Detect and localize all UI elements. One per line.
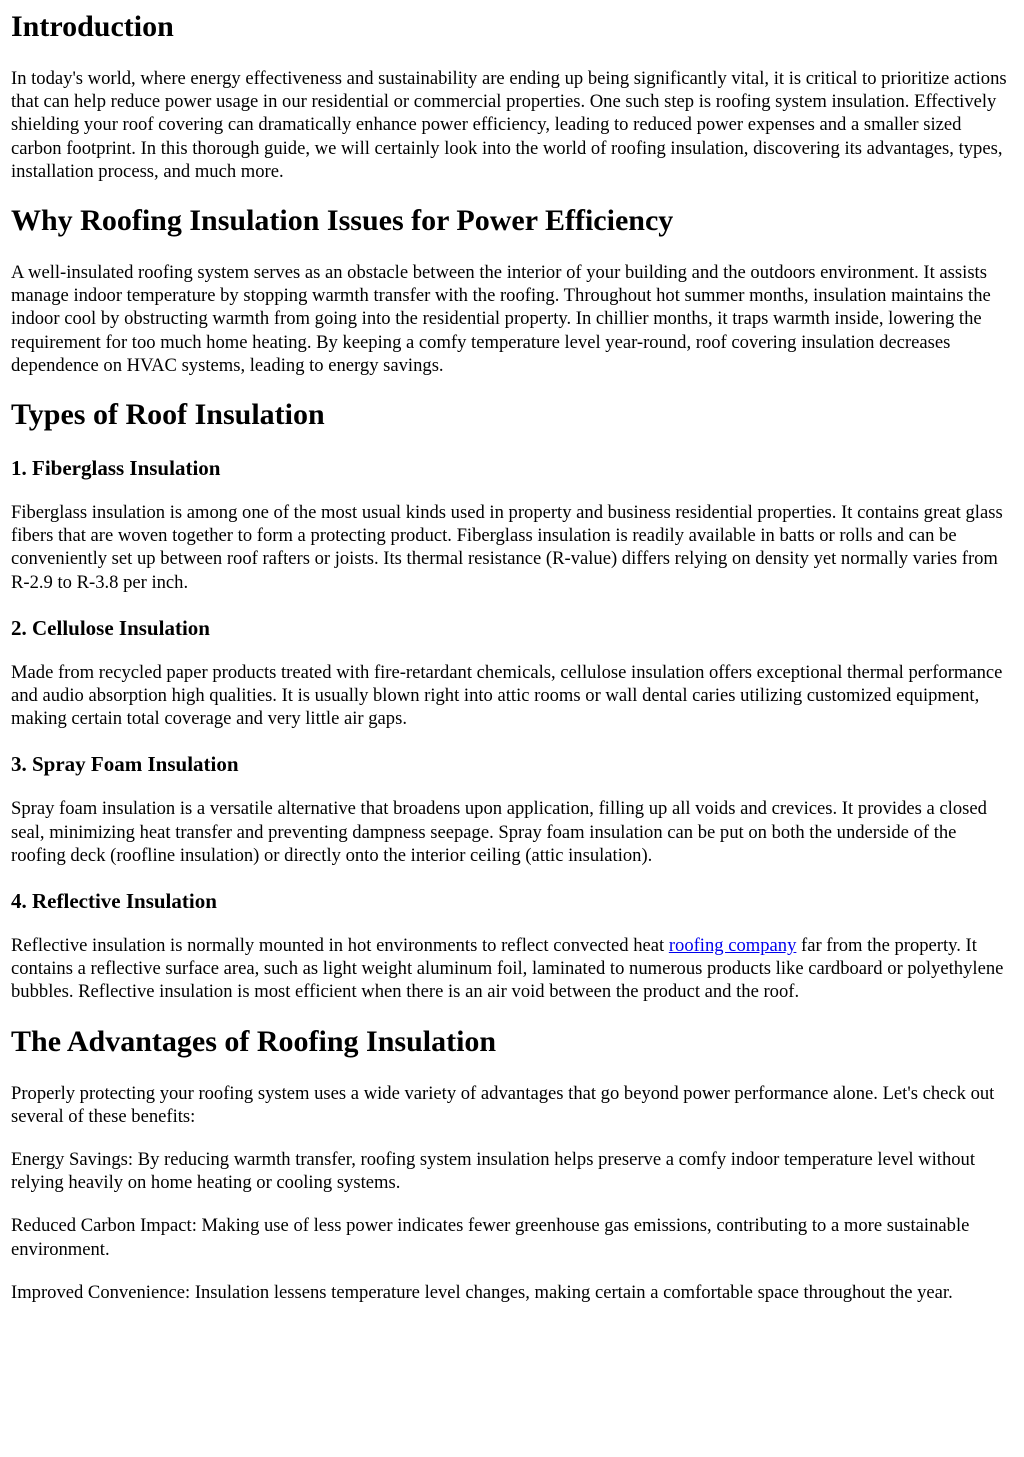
cellulose-heading: 2. Cellulose Insulation: [11, 615, 210, 640]
why-heading: Why Roofing Insulation Issues for Power Efficiency: [11, 204, 674, 238]
advantages-heading: The Advantages of Roofing Insulation: [11, 1024, 497, 1058]
fiberglass-paragraph: Fiberglass insulation is among one of the most usual kinds used in property and business residential properties. It contains great glass fibers that are woven together to form a protecting product. Fiberglass insulation is readily available in batts or rolls and can be conveniently set up between roof rafters or joists. Its thermal resistance (R-value) differs relying on density yet normally varies from R-2.9 to R-3.8 per inch.: [11, 502, 1003, 593]
benefit-energy-savings: Energy Savings: By reducing warmth transfer, roofing system insulation helps preserve a comfy indoor temperature level without relying heavily on home heating or cooling systems.: [11, 1149, 975, 1194]
reflective-text-after-link: far from the property. It contains a reflective surface area, such as light weight aluminum foil, laminated to numerous products like cardboard or polyethylene bubbles. Reflective insulation is most efficient when there is an air void between the product and the roof.: [11, 935, 1004, 1003]
introduction-heading: Introduction: [11, 10, 174, 43]
introduction-paragraph: In today's world, where energy effectiveness and sustainability are ending up being significantly vital, it is critical to prioritize actions that can help reduce power usage in our residential or commercial properties. One such step is roofing system insulation. Effectively shielding your roof covering can dramatically enhance power efficiency, leading to reduced power expenses and a smaller sized carbon footprint. In this thorough guide, we will certainly look into the world of roofing insulation, discovering its advantages, types, installation process, and much more.: [11, 68, 1007, 182]
reflective-heading: 4. Reflective Insulation: [11, 889, 217, 914]
types-heading: Types of Roof Insulation: [11, 398, 325, 432]
cellulose-paragraph: Made from recycled paper products treated with fire-retardant chemicals, cellulose insulation offers exceptional thermal performance and audio absorption high qualities. It is usually blown right into attic rooms or wall dental caries utilizing customized equipment, making certain total coverage and very little air gaps.: [11, 661, 1003, 730]
benefit-reduced-carbon: Reduced Carbon Impact: Making use of less power indicates fewer greenhouse gas emissions, contributing to a more sustainable environment.: [11, 1215, 970, 1260]
fiberglass-heading: 1. Fiberglass Insulation: [11, 456, 221, 481]
roofing-company-link[interactable]: roofing company: [668, 935, 797, 957]
advantages-intro: Properly protecting your roofing system uses a wide variety of advantages that go beyond power performance alone. Let's check out several of these benefits:: [11, 1082, 995, 1127]
article: [0, 9, 1024, 1304]
spray-foam-paragraph: Spray foam insulation is a versatile alternative that broadens upon application, filling up all voids and crevices. It provides a closed seal, minimizing heat transfer and preventing dampness seepage. Spray foam insulation can be put on both the underside of the roofing deck (roofline insulation) or directly onto the interior ceiling (attic insulation).: [11, 798, 987, 866]
reflective-paragraph: [11, 934, 1014, 1004]
benefit-improved-convenience: Improved Convenience: Insulation lessens temperature level changes, making certain a comfortable space throughout the year.: [11, 1281, 953, 1303]
why-paragraph: A well-insulated roofing system serves as an obstacle between the interior of your building and the outdoors environment. It assists manage indoor temperature by stopping warmth transfer with the roofing. Throughout hot summer months, insulation maintains the indoor cool by obstructing warmth from going into the residential property. In chillier months, it traps warmth inside, lowering the requirement for too much home heating. By keeping a comfy temperature level year-round, roof covering insulation decreases dependence on HVAC systems, leading to energy savings.: [11, 262, 991, 376]
reflective-text-before-link: Reflective insulation is normally mounted in hot environments to reflect convected heat: [11, 935, 669, 957]
spray-foam-heading: 3. Spray Foam Insulation: [11, 752, 239, 777]
